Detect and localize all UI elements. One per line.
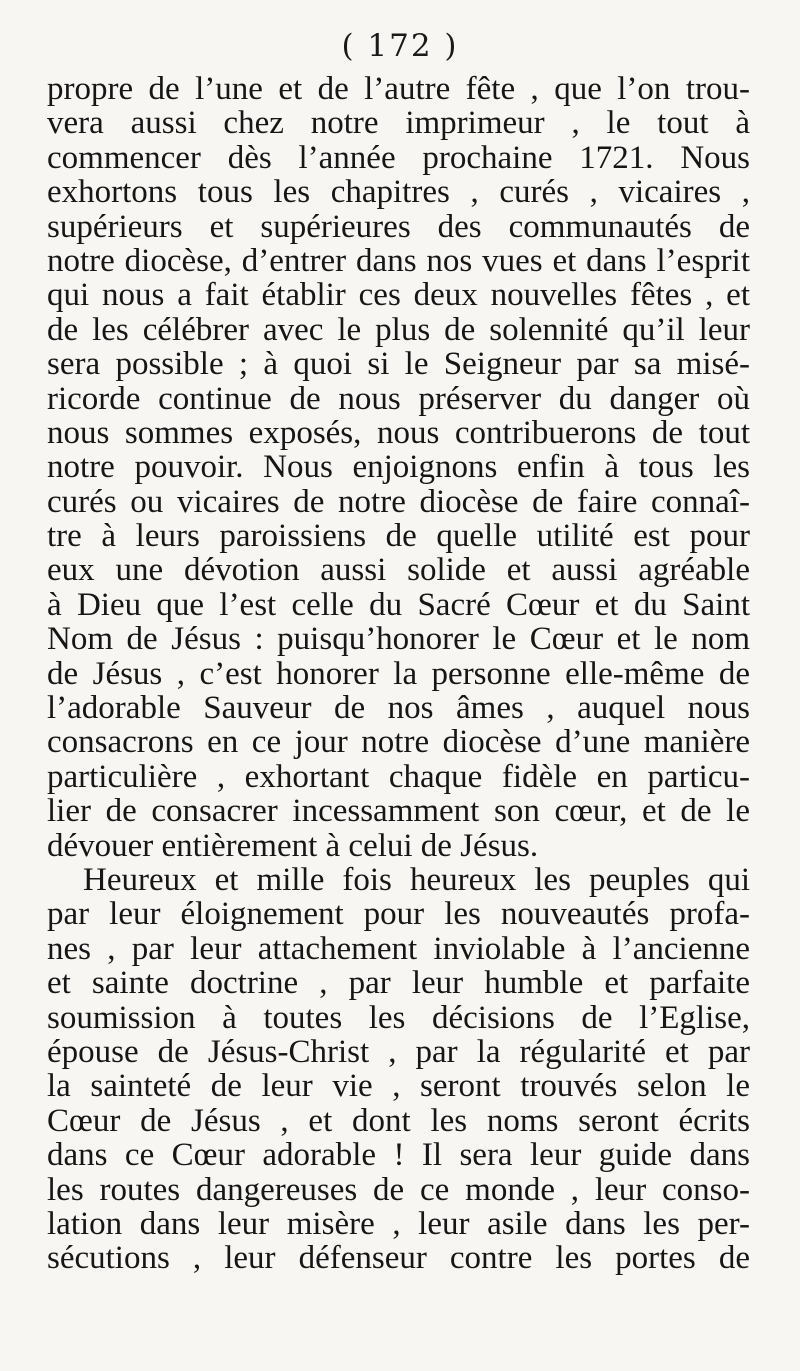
- text-line: nous sommes exposés, nous contribuerons de tout: [47, 414, 750, 451]
- paragraph: [47, 72, 750, 863]
- text-line: de Jésus , c’est honorer la personne elle-même de: [47, 655, 750, 692]
- text-line: tre à leurs paroissiens de quelle utilité est pour: [47, 518, 750, 555]
- paragraph: [47, 863, 750, 1276]
- text-line: nes , par leur attachement inviolable à l’ancienne: [47, 930, 750, 967]
- page-body-text: [47, 72, 750, 1276]
- text-line: curés ou vicaires de notre diocèse de faire connaî-: [47, 483, 750, 520]
- text-line: ricorde continue de nous préserver du danger où: [47, 380, 750, 417]
- text-line: supérieurs et supérieures des communautés de: [47, 208, 750, 245]
- text-line: exhortons tous les chapitres , curés , vicaires ,: [47, 174, 750, 211]
- text-line: Cœur de Jésus , et dont les noms seront écrits: [47, 1102, 750, 1139]
- text-line: eux une dévotion aussi solide et aussi agréable: [47, 552, 750, 589]
- text-line: et sainte doctrine , par leur humble et parfaite: [47, 965, 750, 1002]
- text-line: sera possible ; à quoi si le Seigneur par sa misé-: [47, 346, 750, 383]
- text-line: consacrons en ce jour notre diocèse d’une manière: [47, 724, 750, 761]
- text-line: notre diocèse, d’entrer dans nos vues et dans l’esprit: [47, 242, 750, 279]
- text-line: notre pouvoir. Nous enjoignons enfin à tous les: [47, 449, 750, 486]
- text-line: la sainteté de leur vie , seront trouvés selon le: [47, 1068, 750, 1105]
- text-line: à Dieu que l’est celle du Sacré Cœur et du Saint: [47, 586, 750, 623]
- text-line: lier de consacrer incessamment son cœur, et de le: [47, 793, 750, 830]
- text-line: propre de l’une et de l’autre fête , que l’on trou-: [47, 71, 750, 107]
- text-line: les routes dangereuses de ce monde , leur conso-: [47, 1171, 750, 1208]
- text-line: l’adorable Sauveur de nos âmes , auquel nous: [47, 690, 750, 727]
- text-line: qui nous a fait établir ces deux nouvelles fêtes , et: [47, 277, 750, 314]
- text-line: de les célébrer avec le plus de solennité qu’il leur: [47, 311, 750, 348]
- text-line: particulière , exhortant chaque fidèle en particu-: [47, 758, 750, 795]
- page-number: ( 172 ): [341, 28, 459, 64]
- text-line: Nom de Jésus : puisqu’honorer le Cœur et le nom: [47, 621, 750, 658]
- text-line: vera aussi chez notre imprimeur , le tout à: [47, 105, 750, 142]
- text-line: par leur éloignement pour les nouveautés profa-: [47, 896, 750, 933]
- text-line: dévouer entièrement à celui de Jésus.: [47, 827, 539, 864]
- text-line: épouse de Jésus-Christ , par la régularité et par: [47, 1033, 750, 1070]
- text-line: commencer dès l’année prochaine 1721. Nous: [47, 139, 750, 176]
- text-line: dans ce Cœur adorable ! Il sera leur guide dans: [47, 1137, 750, 1174]
- text-line: sécutions , leur défenseur contre les portes de: [47, 1240, 750, 1277]
- text-line: soumission à toutes les décisions de l’Eglise,: [47, 999, 750, 1036]
- text-line: lation dans leur misère , leur asile dans les per-: [47, 1205, 750, 1242]
- text-line: Heureux et mille fois heureux les peuples qui: [83, 861, 750, 898]
